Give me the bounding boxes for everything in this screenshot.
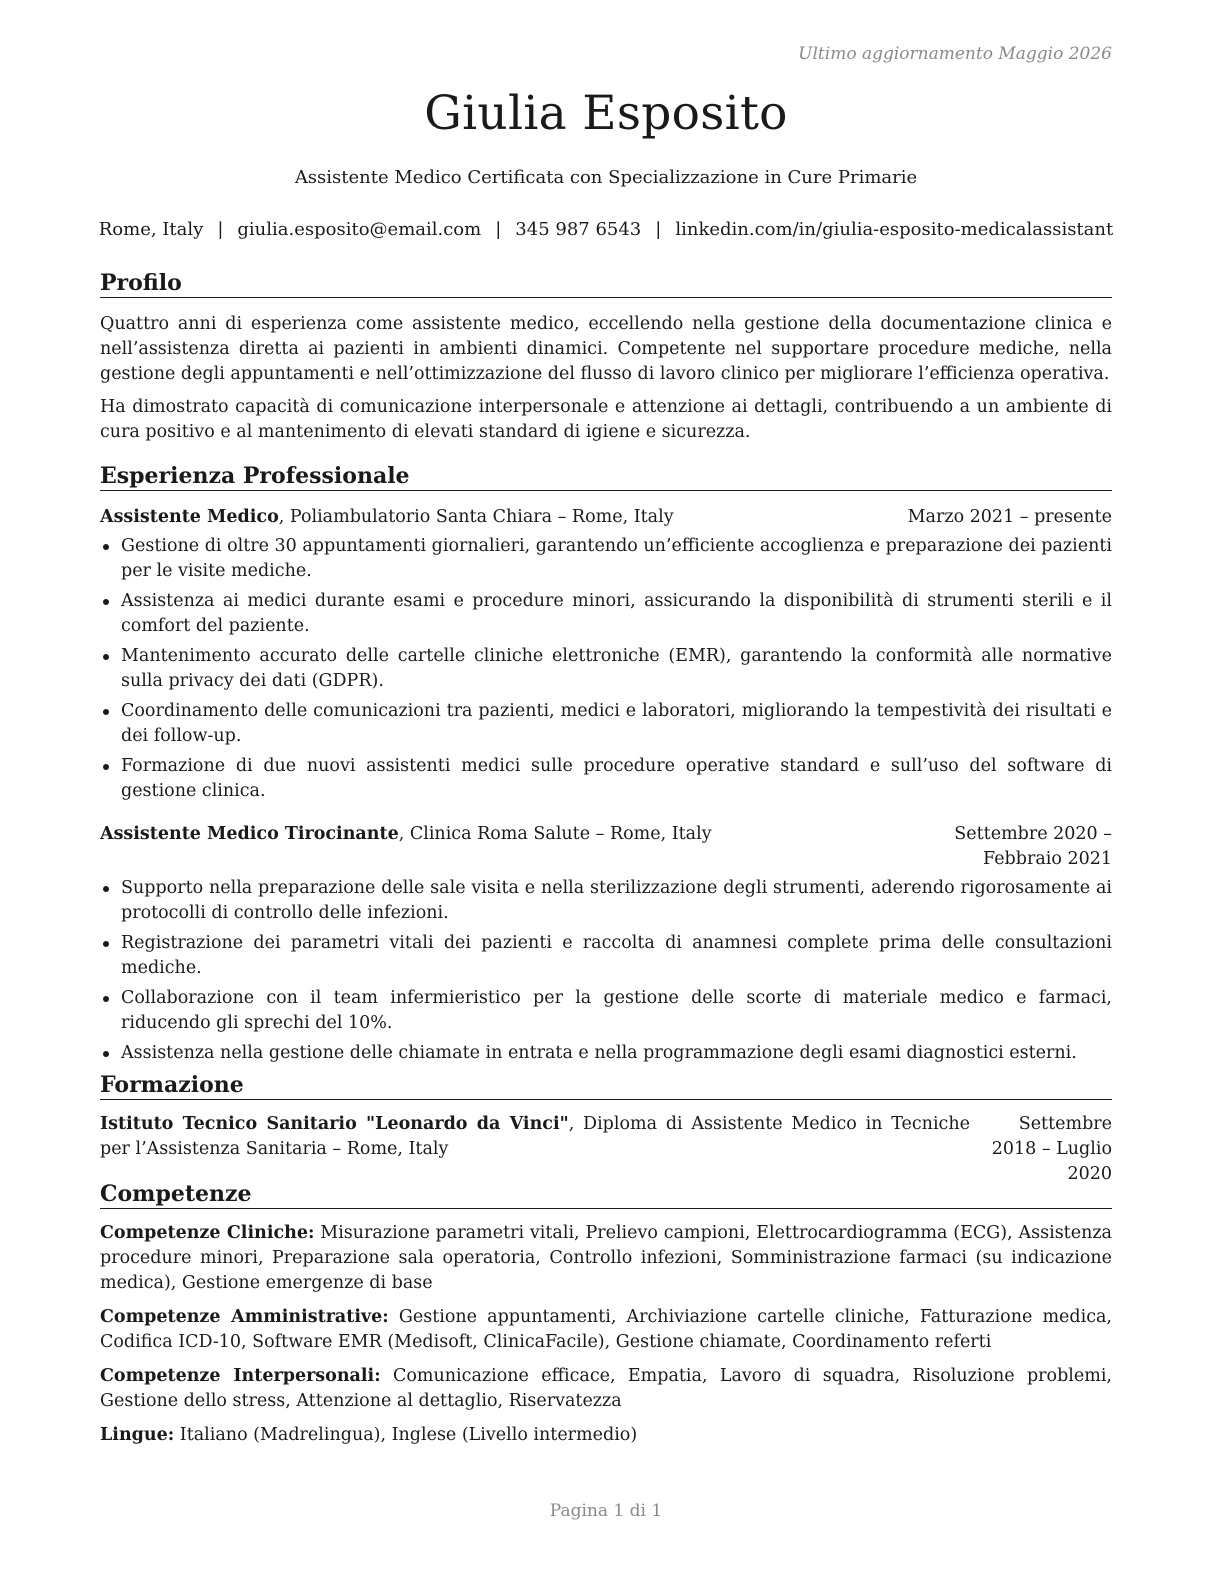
- skill-group: [100, 1364, 1112, 1414]
- education-entry: [100, 1112, 1112, 1187]
- list-item: Mantenimento accurato delle cartelle cliniche elettroniche (EMR), garantendo la conformità alle normative sulla privacy dei dati (GDPR).: [100, 644, 1112, 694]
- skill-group: [100, 1305, 1112, 1355]
- bullet-icon: [103, 654, 109, 660]
- skill-group: [100, 1423, 1112, 1448]
- job-dates: Settembre 2020 – Febbraio 2021: [954, 824, 1112, 869]
- skill-text: Italiano (Madrelingua), Inglese (Livello intermedio): [174, 1425, 638, 1445]
- education-school: Istituto Tecnico Sanitario "Leonardo da Vinci": [100, 1114, 569, 1134]
- job-entry: [100, 505, 1112, 804]
- bullet-icon: [103, 709, 109, 715]
- list-item: Registrazione dei parametri vitali dei pazienti e raccolta di anamnesi complete prima delle consultazioni mediche.: [100, 931, 1112, 981]
- list-item: Gestione di oltre 30 appuntamenti giornalieri, garantendo un’efficiente accoglienza e preparazione dei pazienti per le visite mediche.: [100, 534, 1112, 584]
- bullet-icon: [103, 996, 109, 1002]
- job-role: Assistente Medico Tirocinante: [100, 824, 399, 844]
- last-updated: Ultimo aggiornamento Maggio 2026: [798, 44, 1112, 64]
- contact-separator: |: [495, 219, 502, 240]
- bullet-icon: [103, 1051, 109, 1057]
- education-section: [100, 1072, 1112, 1187]
- section-title-education: Formazione: [100, 1072, 1112, 1100]
- job-title-line: [100, 505, 674, 530]
- list-item: Collaborazione con il team infermieristico per la gestione delle scorte di materiale medico e farmaci, riducendo gli sprechi del 10%.: [100, 986, 1112, 1036]
- job-header: [100, 505, 1112, 530]
- skill-label: Competenze Interpersonali:: [100, 1366, 381, 1386]
- bullet-icon: [103, 886, 109, 892]
- profile-paragraph: Ha dimostrato capacità di comunicazione interpersonale e attenzione ai dettagli, contribuendo a un ambiente di cura positivo e al mantenimento di elevati standard di igiene e sicurezza.: [100, 397, 1112, 442]
- section-title-profile: Profilo: [100, 270, 1112, 298]
- job-role: Assistente Medico: [100, 507, 279, 527]
- profile-section: [100, 270, 1112, 445]
- list-item: Supporto nella preparazione delle sale visita e nella sterilizzazione degli strumenti, aderendo rigorosamente ai protocolli di controllo delle infezioni.: [100, 876, 1112, 926]
- page-number: Pagina 1 di 1: [549, 1501, 663, 1521]
- skills-section: [100, 1181, 1112, 1457]
- skill-group: [100, 1221, 1112, 1296]
- bullet-icon: [103, 544, 109, 550]
- resume-page: [100, 0, 1112, 1584]
- job-entry: [100, 822, 1112, 1066]
- candidate-tagline: Assistente Medico Certificata con Specializzazione in Cure Primarie: [294, 167, 918, 188]
- skill-text: Gestione appuntamenti, Archiviazione cartelle cliniche, Fatturazione medica, Codifica ICD-10, Software EMR (Medisoft, ClinicaFacile), Gestione chiamate, Coordinamento referti: [100, 1307, 1112, 1352]
- skill-label: Competenze Cliniche:: [100, 1223, 315, 1243]
- profile-paragraph: Quattro anni di esperienza come assistente medico, eccellendo nella gestione della documentazione clinica e nell’assistenza diretta ai pazienti in ambienti dinamici. Competente nel supportare procedure mediche, nella gestione degli appuntamenti e nell’ottimizzazione del flusso di lavoro clinico per migliorare l’efficienza operativa.: [100, 314, 1112, 384]
- list-item: Coordinamento delle comunicazioni tra pazienti, medici e laboratori, migliorando la tempestività dei risultati e dei follow-up.: [100, 699, 1112, 749]
- job-title-line: [100, 822, 712, 872]
- contact-separator: |: [217, 219, 224, 240]
- contact-line: [90, 219, 1122, 240]
- list-item: Assistenza ai medici durante esami e procedure minori, assicurando la disponibilità di strumenti sterili e il comfort del paziente.: [100, 589, 1112, 639]
- skill-label: Lingue:: [100, 1425, 175, 1445]
- bullet-icon: [103, 599, 109, 605]
- education-dates: Settembre 2018 – Luglio 2020: [991, 1114, 1112, 1184]
- job-place: , Clinica Roma Salute – Rome, Italy: [398, 824, 712, 844]
- job-bullets: [100, 876, 1112, 1066]
- contact-linkedin[interactable]: linkedin.com/in/giulia-esposito-medicalassistant: [675, 219, 1114, 240]
- skill-text: Misurazione parametri vitali, Prelievo campioni, Elettrocardiogramma (ECG), Assistenza procedure minori, Preparazione sala operatoria, Controllo infezioni, Somministrazione farmaci (su indicazione medica), Gestione emergenze di base: [100, 1223, 1112, 1293]
- contact-separator: |: [655, 219, 662, 240]
- education-detail: , Diploma di Assistente Medico in Tecniche per l’Assistenza Sanitaria – Rome, Italy: [100, 1114, 970, 1159]
- contact-location: Rome, Italy: [98, 219, 204, 240]
- list-item: Formazione di due nuovi assistenti medici sulle procedure operative standard e sull’uso del software di gestione clinica.: [100, 754, 1112, 804]
- list-item: Assistenza nella gestione delle chiamate in entrata e nella programmazione degli esami diagnostici esterni.: [100, 1041, 1112, 1066]
- bullet-icon: [103, 764, 109, 770]
- experience-section: [100, 463, 1112, 1071]
- skill-text: Comunicazione efficace, Empatia, Lavoro di squadra, Risoluzione problemi, Gestione dello stress, Attenzione al dettaglio, Riservatezza: [100, 1366, 1112, 1411]
- section-title-experience: Esperienza Professionale: [100, 463, 1112, 491]
- job-header: [100, 822, 1112, 872]
- bullet-icon: [103, 941, 109, 947]
- job-dates: Marzo 2021 – presente: [907, 507, 1112, 527]
- job-bullets: [100, 534, 1112, 804]
- candidate-name: Giulia Esposito: [424, 86, 788, 141]
- job-place: , Poliambulatorio Santa Chiara – Rome, Italy: [278, 507, 674, 527]
- education-title-line: [100, 1112, 970, 1187]
- section-title-skills: Competenze: [100, 1181, 1112, 1209]
- skill-label: Competenze Amministrative:: [100, 1307, 389, 1327]
- contact-email[interactable]: giulia.esposito@email.com: [237, 219, 482, 240]
- contact-phone: 345 987 6543: [515, 219, 642, 240]
